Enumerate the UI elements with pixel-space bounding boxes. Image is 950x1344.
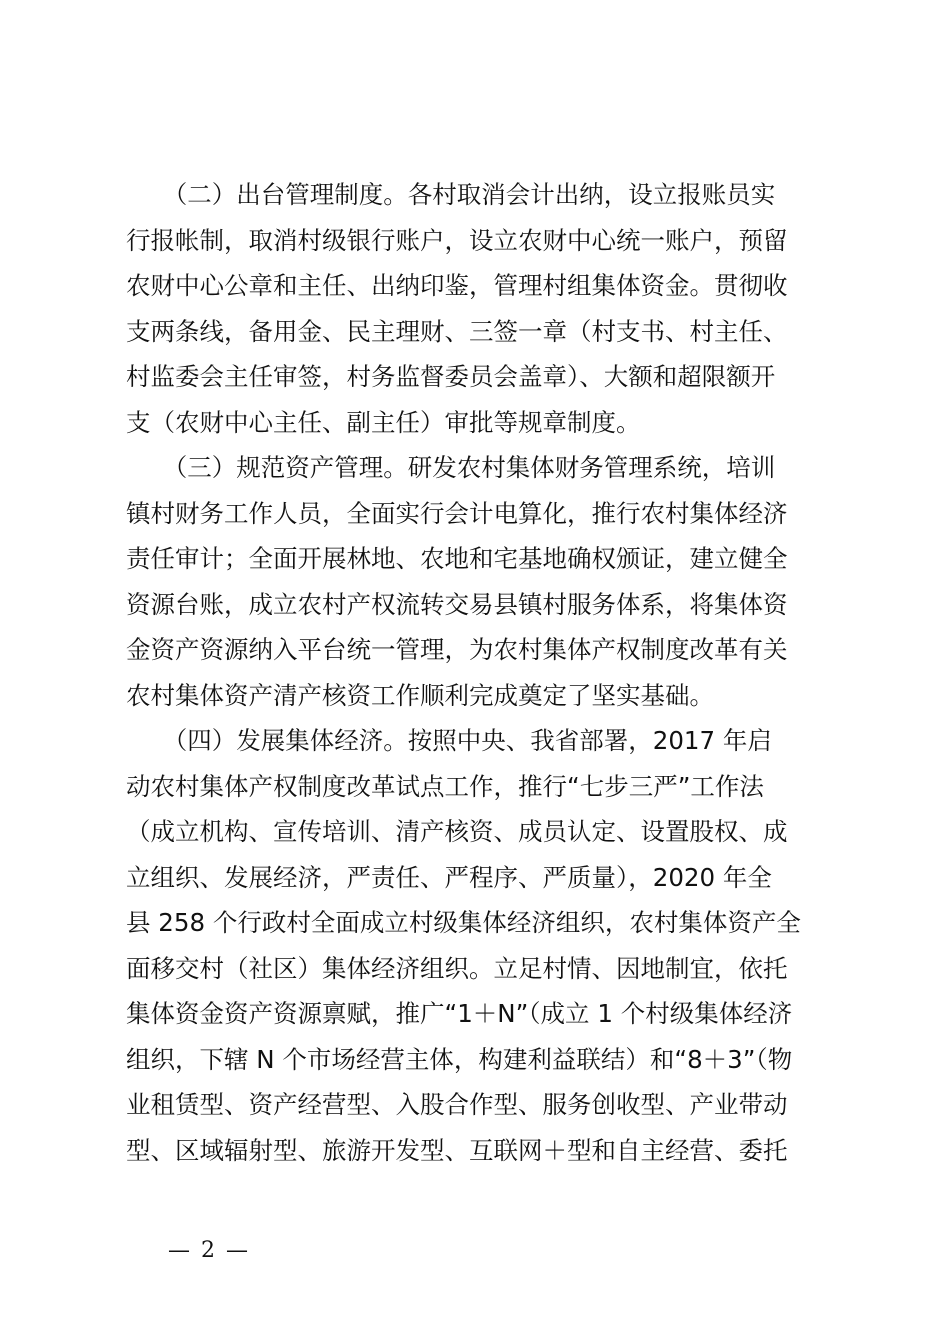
body-text: [126, 172, 826, 1173]
text-line: 面移交村（社区）集体经济组织。立足村情、因地制宜，依托: [126, 953, 788, 983]
text-line: 集体资金资产资源禀赋，推广“1＋N”（成立 1 个村级集体经济: [126, 999, 793, 1028]
text-line: 支两条线，备用金、民主理财、三签一章（村支书、村主任、: [126, 316, 788, 346]
text-line: 农村集体资产清产核资工作顺利完成奠定了坚实基础。: [126, 680, 714, 710]
text-line: 金资产资源纳入平台统一管理，为农村集体产权制度改革有关: [126, 635, 788, 664]
text-line: 资源台账，成立农村产权流转交易县镇村服务体系，将集体资: [126, 589, 788, 619]
text-line: 动农村集体产权制度改革试点工作，推行“七步三严”工作法: [126, 771, 764, 801]
text-line: 业租赁型、资产经营型、入股合作型、服务创收型、产业带动: [126, 1090, 788, 1119]
text-line: 镇村财务工作人员，全面实行会计电算化，推行农村集体经济: [126, 498, 788, 528]
text-line: 责任审计；全面开展林地、农地和宅基地确权颁证，建立健全: [126, 544, 788, 573]
page-number: — 2 —: [168, 1238, 250, 1263]
text-line: 型、区域辐射型、旅游开发型、互联网＋型和自主经营、委托: [126, 1135, 788, 1165]
text-line: （四）发展集体经济。按照中央、我省部署，2017 年启: [126, 726, 772, 755]
text-line: （成立机构、宣传培训、清产核资、成员认定、设置股权、成: [126, 817, 788, 846]
text-line: 行报帐制，取消村级银行账户，设立农财中心统一账户，预留: [126, 225, 788, 255]
text-line: 支（农财中心主任、副主任）审批等规章制度。: [126, 407, 641, 437]
text-line: 立组织、发展经济，严责任、严程序、严质量），2020 年全: [126, 862, 772, 892]
text-line: 村监委会主任审签，村务监督委员会盖章）、大额和超限额开: [126, 362, 776, 391]
text-line: 农财中心公章和主任、出纳印鉴，管理村组集体资金。贯彻收: [126, 271, 788, 300]
text-line: （二）出台管理制度。各村取消会计出纳，设立报账员实: [126, 180, 776, 209]
text-line: （三）规范资产管理。研发农村集体财务管理系统，培训: [126, 453, 776, 482]
text-line: 组织，下辖 N 个市场经营主体，构建利益联结）和“8＋3”（物: [126, 1044, 793, 1074]
text-line: 县 258 个行政村全面成立村级集体经济组织，农村集体资产全: [126, 908, 801, 937]
